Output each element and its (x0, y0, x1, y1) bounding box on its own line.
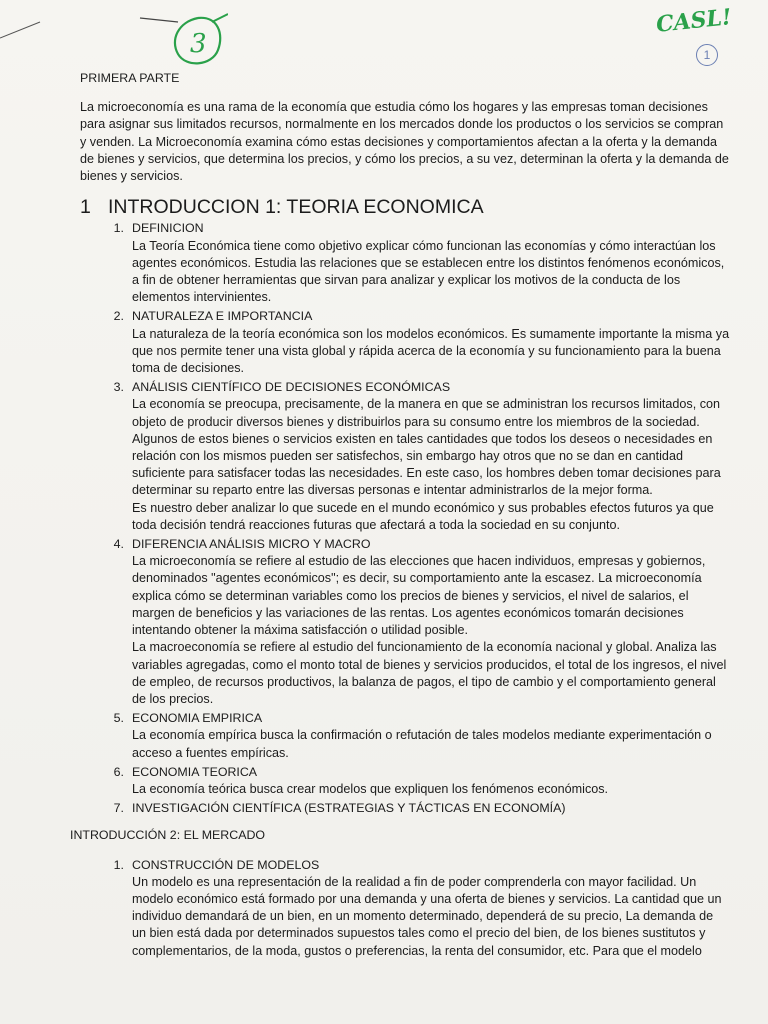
section2-items (80, 857, 730, 960)
item-paragraph: La economía empírica busca la confirmación o refutación de tales modelos mediante experimentación o acceso a fuentes empíricas. (132, 728, 712, 760)
item-paragraph: La naturaleza de la teoría económica son los modelos económicos. Es sumamente importante la misma ya que nos permite tener una vista global y rápida acerca de la economía y su funcionamiento para la buena toma de decisiones. (132, 326, 730, 376)
list-item (100, 857, 730, 960)
item-body (132, 781, 730, 798)
circled-number-mark (168, 12, 228, 72)
section1-items (80, 220, 730, 817)
item-title: CONSTRUCCIÓN DE MODELOS (132, 857, 320, 872)
item-title: DIFERENCIA ANÁLISIS MICRO Y MACRO (132, 537, 371, 552)
list-item (100, 710, 730, 762)
item-paragraph: La Teoría Económica tiene como objetivo explicar cómo funcionan las economías y cómo interactúan los agentes económicos. Estudia las relaciones que se establecen entre los distintos fenómenos económicos, a fin de obtener herramientas que sirvan para analizar y explicar los motivos de la conducta de los elementos intervinientes. (132, 238, 725, 305)
list-item (100, 800, 730, 817)
item-paragraph: Un modelo es una representación de la realidad a fin de poder comprenderla con mayor facilidad. Un modelo económico está formado por una demanda y una oferta de bienes y servicios. La cantidad que un individuo demandará de un bien, en un momento determinado, dependerá de su precio, La demanda de un bien está dada por determinados supuestos tales como el precio del bien, de los bienes sustitutos y complementarios, de la moda, gustos o preferencias, la renta del consumidor, etc. Para que el modelo (132, 874, 722, 958)
page-number: 1 (696, 44, 718, 66)
item-body (132, 553, 730, 708)
item-paragraph: La microeconomía se refiere al estudio de las elecciones que hacen individuos, empresas y gobiernos, denominados "agentes económicos"; es decir, su comportamiento ante la escasez. La microeconomía explica cómo se determinan variables como los precios de bienes y servicios, el nivel de salarios, el margen de beneficios y las variaciones de las rentas. Los agentes económicos tomarán decisiones intentando obtener la máxima satisfacción o utilidad posible. (132, 554, 706, 638)
list-item (100, 220, 730, 306)
item-title: DEFINICION (132, 221, 204, 236)
list-item (100, 764, 730, 798)
part-label: PRIMERA PARTE (80, 71, 180, 85)
handwritten-corner-note: CASL! (654, 4, 733, 38)
item-body (132, 238, 730, 307)
item-heading (100, 308, 730, 325)
circled-number: 3 (190, 29, 207, 59)
item-body (132, 874, 730, 960)
item-paragraph: La macroeconomía se refiere al estudio del funcionamiento de la economía nacional y global. Analiza las variables agregadas, como el monto total de bienes y servicios producidos, el total de los ingresos, el nivel de empleo, de recursos productivos, la balanza de pagos, el tipo de cambio y el comportamiento general de los precios. (132, 640, 727, 706)
item-title: ECONOMIA EMPIRICA (132, 711, 263, 726)
item-heading (100, 220, 730, 237)
item-number: 1. (113, 857, 124, 872)
item-title: INVESTIGACIÓN CIENTÍFICA (ESTRATEGIAS Y TÁCTICAS EN ECONOMÍA) (132, 801, 566, 816)
list-item (100, 536, 730, 708)
item-heading (100, 800, 730, 817)
item-heading (100, 710, 730, 727)
section-number: 1 (80, 196, 91, 219)
item-body (132, 727, 730, 761)
item-heading (100, 764, 730, 781)
list-item (100, 379, 730, 534)
section-title: INTRODUCCION 1: TEORIA ECONOMICA (108, 196, 484, 219)
item-paragraph: Es nuestro deber analizar lo que sucede en el mundo económico y sus probables efectos futuros ya que toda decisión tendrá reacciones futuras que afectará a toda la sociedad en su conjunto. (132, 500, 714, 532)
item-number: 4. (113, 537, 124, 552)
item-paragraph: La economía se preocupa, precisamente, de la manera en que se administran los recursos limitados, con objeto de producir diversos bienes y distribuirlos para su consumo entre los miembros de la sociedad. Algunos de estos bienes o servicios existen en tales cantidades que todos los deseos o necesidades en relación con los mismos pueden ser satisfechos, sin embargo hay otros que no se dan en cantidad suficiente para satisfacer todas las necesidades. En este caso, los hombres deben tomar decisiones para determinar su reparto entre las diversas personas e intentar administrarlos de la mejor forma. (132, 397, 721, 498)
document-body (70, 70, 730, 962)
item-heading (100, 857, 730, 874)
pen-strokes (0, 0, 180, 50)
item-number: 5. (113, 711, 124, 726)
item-body (132, 396, 730, 534)
item-number: 7. (113, 801, 124, 816)
item-number: 2. (113, 309, 124, 324)
item-number: 1. (113, 221, 124, 236)
list-item (100, 308, 730, 377)
intro-paragraph: La microeconomía es una rama de la economía que estudia cómo los hogares y las empresas toman decisiones para asignar sus limitados recursos, normalmente en los mercados donde los productos o los servicios se compran y venden. La Microeconomía examina cómo estas decisiones y comportamientos afectan a la oferta y la demanda de bienes y servicios, que determina los precios, y cómo los precios, a su vez, determinan la oferta y la demanda de bienes y servicios. (80, 100, 729, 184)
item-body (132, 326, 730, 378)
item-title: ECONOMIA TEORICA (132, 764, 258, 779)
item-number: 3. (113, 380, 124, 395)
section2-heading: INTRODUCCIÓN 2: EL MERCADO (70, 828, 266, 843)
item-title: NATURALEZA E IMPORTANCIA (132, 309, 313, 324)
section-heading (80, 196, 730, 219)
item-paragraph: La economía teórica busca crear modelos que expliquen los fenómenos económicos. (132, 781, 609, 796)
item-title: ANÁLISIS CIENTÍFICO DE DECISIONES ECONÓMICAS (132, 380, 451, 395)
item-heading (100, 536, 730, 553)
item-number: 6. (113, 764, 124, 779)
item-heading (100, 379, 730, 396)
